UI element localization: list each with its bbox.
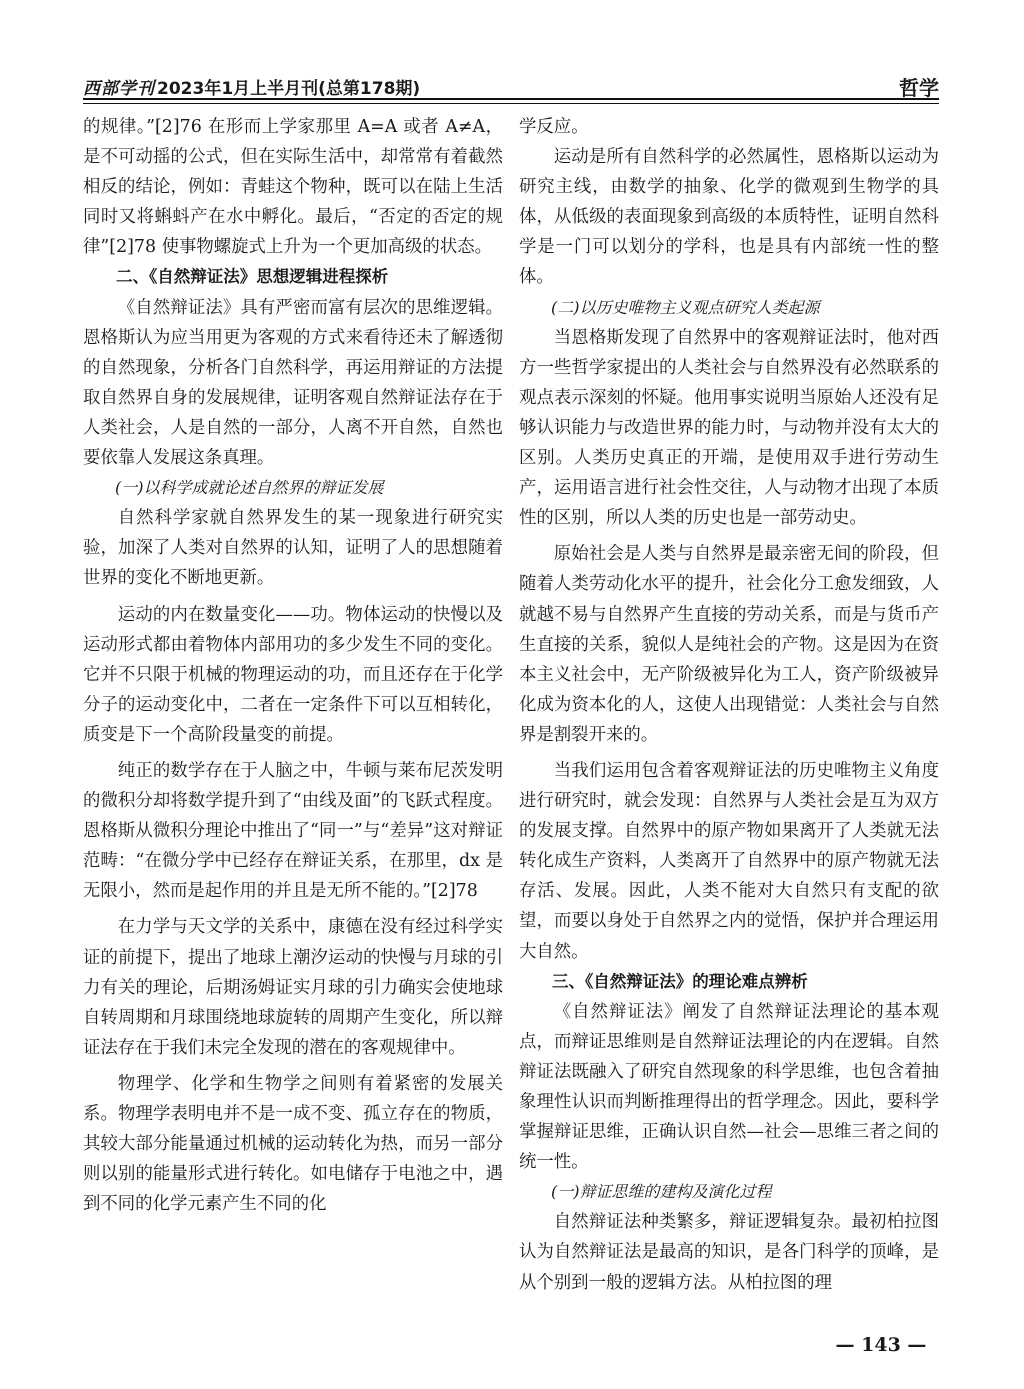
- page-number: — 143 —: [835, 1334, 927, 1356]
- paragraph: 《自然辩证法》阐发了自然辩证法理论的基本观点，而辩证思维则是自然辩证法理论的内在逻辑。自然辩证法既融入了研究自然现象的科学思维，也包含着抽象理性认识而判断推理得出的哲学理念。因此，要科学掌握辩证思维，正确认识自然—社会—思维三者之间的统一性。: [519, 1001, 939, 1173]
- paragraph: 自然辩证法种类繁多，辩证逻辑复杂。最初柏拉图认为自然辩证法是最高的知识，是各门科学的顶峰，是从个别到一般的逻辑方法。从柏拉图的理: [519, 1212, 939, 1293]
- paragraph-continued: 的规律。”[2]76 在形而上学家那里 A=A 或者 A≠A，是不可动摇的公式，但在实际生活中，却常常有着截然相反的结论，例如：青蛙这个物种，既可以在陆上生活同时又将蝌蚪产在水中孵化。最后，“否定的否定的规律”[2]78 使事物螺旋式上升为一个更加高级的状态。: [83, 117, 503, 258]
- right-column: [519, 112, 939, 1298]
- section-name: 哲学: [899, 76, 939, 100]
- paragraph: 在力学与天文学的关系中，康德在没有经过科学实证的前提下，提出了地球上潮汐运动的快慢与月球的引力有关的理论，后期汤姆证实月球的引力确实会使地球自转周期和月球围绕地球旋转的周期产生变化，所以辩证法存在于我们未完全发现的潜在的客观规律中。: [83, 917, 503, 1058]
- subsection-heading: (一)以科学成就论述自然界的辩证发展: [115, 478, 384, 498]
- paragraph: 《自然辩证法》具有严密而富有层次的思维逻辑。恩格斯认为应当用更为客观的方式来看待还未了解透彻的自然现象，分析各门自然科学，再运用辩证的方法提取自然界自身的发展规律，证明客观自然辩证法存在于人类社会，人是自然的一部分，人离不开自然，自然也要依靠人发展这条真理。: [83, 297, 503, 469]
- left-column: [83, 112, 503, 1219]
- running-header: [83, 70, 939, 100]
- header-rule-thin: [83, 103, 939, 104]
- header-rule-thick: [83, 98, 939, 100]
- subsection-heading: (二)以历史唯物主义观点研究人类起源: [551, 297, 820, 317]
- paragraph: 纯正的数学存在于人脑之中，牛顿与莱布尼茨发明的微积分却将数学提升到了“由线及面”的飞跃式程度。恩格斯从微积分理论中推出了“同一”与“差异”这对辩证范畴：“在微分学中已经存在辩证关系，在那里，dx 是无限小，然而是起作用的并且是无所不能的。”[2]78: [83, 760, 503, 902]
- paragraph: 原始社会是人类与自然界是最亲密无间的阶段，但随着人类劳动化水平的提升，社会化分工愈发细致，人就越不易与自然界产生直接的劳动关系，而是与货币产生直接的关系，貌似人是纯社会的产物。这是因为在资本主义社会中，无产阶级被异化为工人，资产阶级被异化成为资本化的人，这使人出现错觉：人类社会与自然界是割裂开来的。: [519, 544, 939, 745]
- journal-issue-line: [83, 74, 420, 99]
- section-heading: 三、《自然辩证法》的理论难点辨析: [552, 971, 808, 991]
- paragraph: 运动是所有自然科学的必然属性，恩格斯以运动为研究主线，由数学的抽象、化学的微观到生物学的具体，从低级的表面现象到高级的本质特性，证明自然科学是一门可以划分的学科，也是具有内部统一性的整体。: [519, 147, 939, 288]
- paragraph: 当我们运用包含着客观辩证法的历史唯物主义角度进行研究时，就会发现：自然界与人类社会是互为双方的发展支撑。自然界中的原产物如果离开了人类就无法转化成生产资料，人类离开了自然界中的原产物就无法存活、发展。因此，人类不能对大自然只有支配的欲望，而要以身处于自然界之内的觉悟，保护并合理运用大自然。: [519, 760, 939, 962]
- journal-logo: 西部学刊: [83, 79, 155, 99]
- paragraph: 自然科学家就自然界发生的某一现象进行研究实验，加深了人类对自然界的认知，证明了人的思想随着世界的变化不断地更新。: [83, 508, 503, 589]
- paragraph: 物理学、化学和生物学之间则有着紧密的发展关系。物理学表明电并不是一成不变、孤立存在的物质，其较大部分能量通过机械的运动转化为热，而另一部分则以别的能量形式进行转化。如电储存于电池之中，遇到不同的化学元素产生不同的化: [83, 1073, 503, 1215]
- section-heading: 二、《自然辩证法》思想逻辑进程探析: [116, 267, 389, 287]
- subsection-heading: (一)辩证思维的建构及演化过程: [551, 1182, 772, 1202]
- paragraph: 运动的内在数量变化——功。物体运动的快慢以及运动形式都由着物体内部用功的多少发生不同的变化。它并不只限于机械的物理运动的功，而且还存在于化学分子的运动变化中，二者在一定条件下可以互相转化，质变是下一个高阶段量变的前提。: [83, 604, 503, 745]
- paragraph-continued: 学反应。: [519, 117, 589, 137]
- paragraph: 当恩格斯发现了自然界中的客观辩证法时，他对西方一些哲学家提出的人类社会与自然界没有必然联系的观点表示深刻的怀疑。他用事实说明当原始人还没有足够认识能力与改造世界的能力时，与动物并没有太大的区别。人类历史真正的开端，是使用双手进行劳动生产，运用语言进行社会性交往，人与动物才出现了本质性的区别，所以人类的历史也是一部劳动史。: [519, 327, 939, 529]
- journal-issue: 2023年1月上半月刊(总第178期): [157, 79, 421, 99]
